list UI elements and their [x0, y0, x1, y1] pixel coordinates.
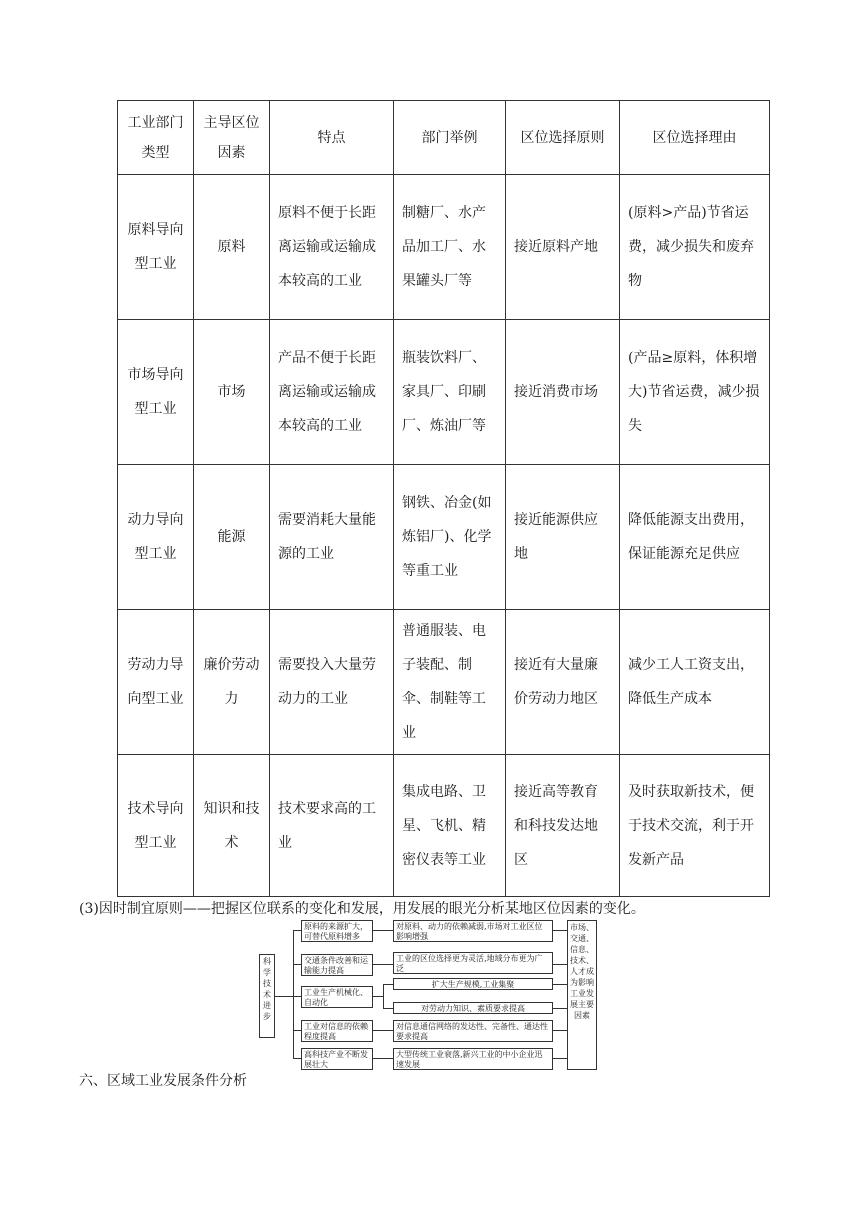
diagram-effect-box: 扩大生产规模,工业集聚	[393, 978, 553, 990]
connector-line	[553, 964, 567, 965]
location-factor: 廉价劳动力	[194, 610, 270, 755]
industry-type: 原料导向型工业	[118, 175, 194, 320]
reason: 及时获取新技术，便于技术交流，利于开发新产品	[620, 755, 770, 897]
table-row	[118, 755, 770, 897]
location-factor: 能源	[194, 465, 270, 610]
examples: 钢铁、冶金(如炼铝厂)、化学等重工业	[394, 465, 506, 610]
diagram-cause-box: 工业生产机械化、自动化	[301, 986, 373, 1008]
header-cell: 区位选择理由	[620, 101, 770, 175]
header-cell: 工业部门类型	[118, 101, 194, 175]
examples: 制糖厂、水产品加工厂、水果罐头厂等	[394, 175, 506, 320]
industry-location-table	[117, 100, 770, 897]
diagram-cause-box: 工业对信息的依赖程度提高	[301, 1020, 373, 1042]
connector-line	[553, 1008, 567, 1009]
diagram-effect-box: 大型传统工业衰落,新兴工业的中小企业迅速发展	[393, 1048, 553, 1070]
diagram-effect-box: 对信息通信网络的发达性、完备性、通达性要求提高	[393, 1020, 553, 1042]
industry-type: 动力导向型工业	[118, 465, 194, 610]
reason: 降低能源支出费用，保证能源充足供应	[620, 465, 770, 610]
feature: 需要投入大量劳动力的工业	[270, 610, 394, 755]
connector-line	[383, 984, 384, 1008]
diagram-cause-box: 高科技产业不断发展壮大	[301, 1048, 373, 1070]
table-header-row	[118, 101, 770, 175]
reason: (原料>产品)节省运费，减少损失和废弃物	[620, 175, 770, 320]
connector-line	[373, 1058, 393, 1059]
connector-line	[293, 996, 301, 997]
paragraph-timing-principle: (3)因时制宜原则——把握区位联系的变化和发展，用发展的眼光分析某地区位因素的变化。	[79, 901, 645, 917]
diagram-root-box: 科学技术进步	[259, 954, 275, 1038]
location-factor: 知识和技术	[194, 755, 270, 897]
diagram-result-box: 市场、交通、信息、技术、人才成为影响工业发展主要因素	[567, 920, 597, 1070]
connector-line	[553, 984, 567, 985]
principle: 接近有大量廉价劳动力地区	[506, 610, 620, 755]
location-factor: 原料	[194, 175, 270, 320]
connector-line	[293, 1058, 301, 1059]
feature: 产品不便于长距离运输或运输成本较高的工业	[270, 320, 394, 465]
connector-line	[293, 930, 294, 1058]
principle: 接近能源供应地	[506, 465, 620, 610]
connector-line	[373, 996, 383, 997]
principle: 接近原料产地	[506, 175, 620, 320]
diagram-effect-box: 对原料、动力的依赖减弱,市场对工业区位影响增强	[393, 920, 553, 942]
reason: 减少工人工资支出，降低生产成本	[620, 610, 770, 755]
connector-line	[553, 1058, 567, 1059]
header-cell: 主导区位因素	[194, 101, 270, 175]
connector-line	[293, 1030, 301, 1031]
industry-type: 劳动力导向型工业	[118, 610, 194, 755]
feature: 原料不便于长距离运输或运输成本较高的工业	[270, 175, 394, 320]
header-cell: 区位选择原则	[506, 101, 620, 175]
connector-line	[373, 930, 393, 931]
location-factor: 市场	[194, 320, 270, 465]
connector-line	[293, 930, 301, 931]
industry-type: 市场导向型工业	[118, 320, 194, 465]
diagram-effect-box: 对劳动力知识、素质要求提高	[393, 1002, 553, 1014]
diagram-cause-box: 交通条件改善和运输能力提高	[301, 954, 373, 976]
connector-line	[293, 964, 301, 965]
table-row	[118, 320, 770, 465]
examples: 瓶装饮料厂、家具厂、印刷厂、炼油厂等	[394, 320, 506, 465]
connector-line	[373, 1030, 393, 1031]
connector-line	[383, 1008, 393, 1009]
connector-line	[553, 1030, 567, 1031]
connector-line	[373, 964, 393, 965]
section-heading: 六、区域工业发展条件分析	[79, 1073, 247, 1089]
examples: 集成电路、卫星、飞机、精密仪表等工业	[394, 755, 506, 897]
table-row	[118, 610, 770, 755]
header-cell: 特点	[270, 101, 394, 175]
examples: 普通服装、电子装配、制伞、制鞋等工业	[394, 610, 506, 755]
diagram-cause-box: 原料的来源扩大，可替代原料增多	[301, 920, 373, 942]
header-cell: 部门举例	[394, 101, 506, 175]
principle: 接近消费市场	[506, 320, 620, 465]
principle: 接近高等教育和科技发达地区	[506, 755, 620, 897]
industry-type: 技术导向型工业	[118, 755, 194, 897]
tech-progress-diagram	[253, 918, 603, 1070]
feature: 技术要求高的工业	[270, 755, 394, 897]
connector-line	[383, 984, 393, 985]
connector-line	[553, 930, 567, 931]
feature: 需要消耗大量能源的工业	[270, 465, 394, 610]
table-row	[118, 175, 770, 320]
table-row	[118, 465, 770, 610]
connector-line	[275, 996, 293, 997]
diagram-effect-box: 工业的区位选择更为灵活,地域分布更为广泛	[393, 952, 553, 974]
reason: (产品≥原料，体积增大)节省运费，减少损失	[620, 320, 770, 465]
